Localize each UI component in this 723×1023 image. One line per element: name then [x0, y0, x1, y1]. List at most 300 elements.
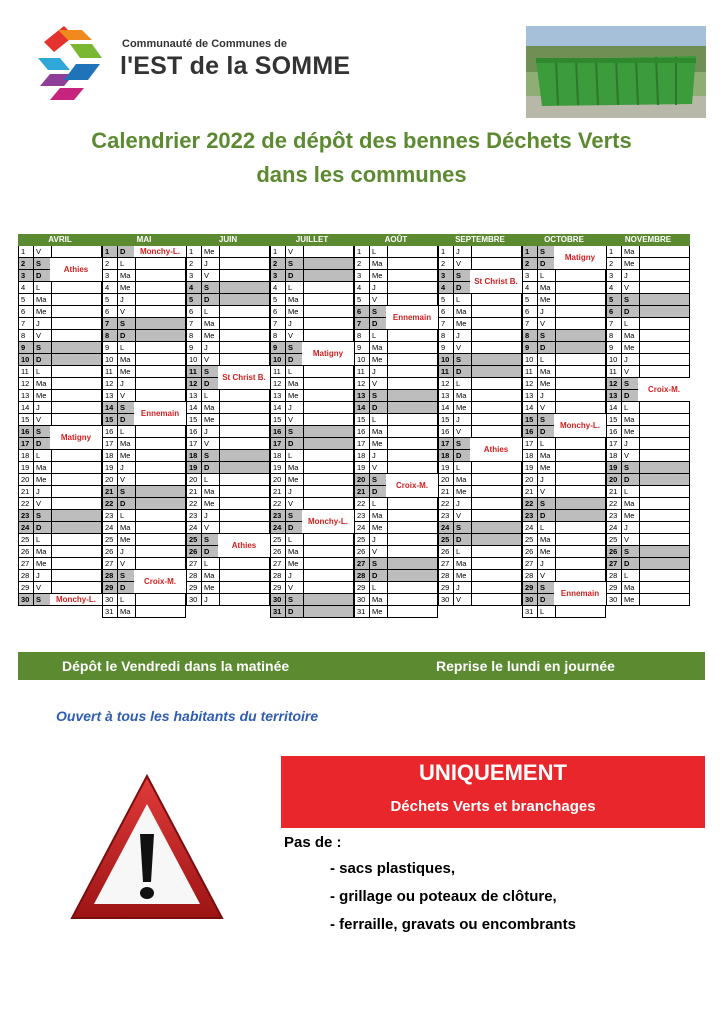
commune-label: Croix-M.	[386, 474, 438, 497]
day-number: 29	[357, 583, 366, 592]
day-letter: L	[204, 559, 209, 568]
day-number: 14	[273, 403, 282, 412]
header	[0, 0, 723, 120]
day-row	[186, 462, 270, 474]
day-number: 24	[525, 523, 534, 532]
day-number: 2	[609, 259, 614, 268]
day-letter: Me	[36, 307, 47, 316]
day-number: 2	[21, 259, 26, 268]
day-number: 3	[357, 271, 362, 280]
day-number: 26	[105, 547, 114, 556]
day-row	[438, 366, 522, 378]
day-letter: S	[36, 259, 42, 268]
day-number: 31	[525, 607, 534, 616]
day-row	[186, 414, 270, 426]
day-row	[270, 390, 354, 402]
day-letter: S	[540, 331, 546, 340]
day-number: 15	[21, 415, 30, 424]
day-row	[186, 594, 270, 606]
day-row	[270, 462, 354, 474]
day-number: 9	[525, 343, 530, 352]
day-row	[102, 438, 186, 450]
day-letter: J	[36, 319, 40, 328]
day-letter: S	[288, 343, 294, 352]
day-letter: D	[36, 355, 42, 364]
day-letter: S	[540, 247, 546, 256]
day-row	[186, 258, 270, 270]
day-number: 9	[357, 343, 362, 352]
day-row	[438, 402, 522, 414]
day-row	[186, 474, 270, 486]
day-row	[186, 510, 270, 522]
month-column	[522, 234, 606, 618]
day-row	[18, 390, 102, 402]
day-number: 18	[21, 451, 30, 460]
day-number: 7	[357, 319, 362, 328]
day-number: 18	[105, 451, 114, 460]
day-letter: J	[120, 547, 124, 556]
day-letter: V	[120, 307, 126, 316]
day-number: 2	[525, 259, 530, 268]
day-letter: L	[204, 391, 209, 400]
day-row	[522, 510, 606, 522]
day-letter: S	[204, 451, 210, 460]
day-letter: J	[204, 511, 208, 520]
day-letter: S	[540, 583, 546, 592]
day-row	[18, 474, 102, 486]
day-letter: L	[288, 535, 293, 544]
day-letter: L	[456, 463, 461, 472]
day-row	[354, 606, 438, 618]
day-number: 20	[357, 475, 366, 484]
commune-label: Matigny	[554, 246, 606, 269]
day-letter: D	[120, 415, 126, 424]
day-letter: V	[36, 583, 42, 592]
day-number: 12	[189, 379, 198, 388]
day-letter: J	[372, 535, 376, 544]
day-letter: J	[456, 415, 460, 424]
day-row	[270, 474, 354, 486]
day-number: 26	[273, 547, 282, 556]
day-row	[102, 498, 186, 510]
day-number: 15	[525, 415, 534, 424]
day-number: 30	[189, 595, 198, 604]
open-to-all-note: Ouvert à tous les habitants du territoire	[56, 708, 319, 724]
day-letter: V	[120, 391, 126, 400]
day-letter: J	[624, 355, 628, 364]
day-row	[102, 546, 186, 558]
day-number: 25	[525, 535, 534, 544]
day-row	[102, 534, 186, 546]
forbidden-item: - grillage ou poteaux de clôture,	[330, 888, 557, 905]
day-letter: V	[36, 331, 42, 340]
day-letter: S	[624, 295, 630, 304]
page-title	[0, 124, 723, 192]
day-number: 8	[441, 331, 446, 340]
day-number: 27	[525, 559, 534, 568]
day-number: 16	[273, 427, 282, 436]
day-number: 14	[189, 403, 198, 412]
day-number: 21	[609, 487, 618, 496]
day-number: 2	[105, 259, 110, 268]
day-number: 28	[105, 571, 114, 580]
day-number: 3	[21, 271, 26, 280]
day-number: 7	[21, 319, 26, 328]
day-letter: L	[288, 451, 293, 460]
day-number: 28	[525, 571, 534, 580]
day-number: 26	[609, 547, 618, 556]
day-number: 6	[525, 307, 530, 316]
day-number: 12	[441, 379, 450, 388]
day-number: 7	[525, 319, 530, 328]
day-number: 12	[105, 379, 114, 388]
day-letter: V	[456, 595, 462, 604]
day-row	[102, 450, 186, 462]
day-row	[102, 474, 186, 486]
month-header: JUIN	[186, 234, 270, 246]
day-letter: V	[36, 247, 42, 256]
day-letter: L	[120, 511, 125, 520]
commune-label: Monchy-L.	[50, 594, 102, 605]
day-row	[606, 510, 690, 522]
day-row	[270, 450, 354, 462]
day-row	[606, 522, 690, 534]
commune-label: Matigny	[302, 342, 354, 365]
day-letter: S	[456, 355, 462, 364]
day-number: 18	[273, 451, 282, 460]
day-number: 23	[609, 511, 618, 520]
day-row	[354, 366, 438, 378]
day-number: 10	[189, 355, 198, 364]
day-number: 16	[525, 427, 534, 436]
day-letter: S	[204, 535, 210, 544]
day-row	[18, 402, 102, 414]
day-row	[18, 366, 102, 378]
day-row	[102, 306, 186, 318]
day-row	[270, 282, 354, 294]
day-letter: J	[36, 403, 40, 412]
day-letter: S	[624, 463, 630, 472]
day-number: 25	[21, 535, 30, 544]
day-row	[102, 558, 186, 570]
day-letter: L	[120, 427, 125, 436]
day-row	[18, 282, 102, 294]
day-letter: Ma	[288, 463, 299, 472]
day-letter: Ma	[120, 607, 131, 616]
day-number: 21	[21, 487, 30, 496]
day-row	[102, 378, 186, 390]
warning-triangle-icon	[68, 772, 226, 922]
day-letter: V	[120, 475, 126, 484]
day-letter: J	[540, 307, 544, 316]
day-row	[102, 270, 186, 282]
day-row	[354, 594, 438, 606]
day-number: 31	[357, 607, 366, 616]
day-number: 20	[273, 475, 282, 484]
day-letter: V	[372, 379, 378, 388]
day-number: 11	[105, 367, 113, 376]
day-row	[18, 486, 102, 498]
day-number: 22	[609, 499, 618, 508]
day-number: 8	[273, 331, 278, 340]
day-number: 1	[609, 247, 614, 256]
day-letter: D	[204, 547, 210, 556]
day-letter: Ma	[120, 271, 131, 280]
day-letter: L	[372, 583, 377, 592]
day-letter: D	[120, 247, 126, 256]
day-row	[438, 594, 522, 606]
day-letter: Me	[204, 331, 215, 340]
day-row	[522, 354, 606, 366]
day-number: 9	[105, 343, 110, 352]
day-row	[522, 546, 606, 558]
day-letter: V	[204, 271, 210, 280]
day-letter: Me	[540, 295, 551, 304]
day-letter: Ma	[288, 547, 299, 556]
day-number: 10	[525, 355, 534, 364]
day-letter: Ma	[120, 439, 131, 448]
day-row	[186, 294, 270, 306]
day-letter: J	[204, 343, 208, 352]
day-number: 24	[609, 523, 618, 532]
day-number: 30	[525, 595, 534, 604]
day-number: 13	[21, 391, 30, 400]
commune-label: St Christ B.	[470, 270, 522, 293]
day-letter: Ma	[372, 511, 383, 520]
day-letter: V	[372, 463, 378, 472]
organization-name-line1: Communauté de Communes de	[122, 38, 288, 50]
day-letter: V	[624, 367, 630, 376]
day-letter: S	[120, 403, 126, 412]
day-row	[354, 462, 438, 474]
day-row	[522, 462, 606, 474]
day-letter: V	[288, 247, 294, 256]
day-letter: Ma	[36, 379, 47, 388]
day-number: 1	[105, 247, 110, 256]
day-row	[438, 510, 522, 522]
day-number: 10	[357, 355, 366, 364]
day-letter: D	[540, 595, 546, 604]
day-number: 5	[525, 295, 530, 304]
day-letter: Me	[372, 523, 383, 532]
day-letter: Ma	[372, 259, 383, 268]
day-letter: V	[540, 319, 546, 328]
day-number: 31	[105, 607, 114, 616]
day-number: 3	[189, 271, 194, 280]
day-row	[606, 318, 690, 330]
day-row	[354, 558, 438, 570]
day-letter: L	[456, 547, 461, 556]
day-row	[270, 426, 354, 438]
day-row	[354, 534, 438, 546]
day-letter: J	[288, 319, 292, 328]
commune-label: Ennemain	[554, 582, 606, 605]
day-letter: L	[120, 595, 125, 604]
day-letter: S	[204, 283, 210, 292]
month-header: SEPTEMBRE	[438, 234, 522, 246]
day-row	[438, 486, 522, 498]
day-row	[438, 294, 522, 306]
day-number: 25	[189, 535, 198, 544]
day-number: 13	[357, 391, 366, 400]
day-letter: Ma	[456, 475, 467, 484]
day-number: 18	[357, 451, 366, 460]
commune-label: Athies	[50, 258, 102, 281]
commune-label: Athies	[218, 534, 270, 557]
day-number: 6	[189, 307, 194, 316]
day-letter: J	[204, 259, 208, 268]
day-letter: Ma	[624, 499, 635, 508]
day-number: 20	[189, 475, 198, 484]
day-letter: V	[204, 523, 210, 532]
day-number: 23	[105, 511, 114, 520]
day-row	[102, 330, 186, 342]
day-letter: Ma	[624, 331, 635, 340]
day-letter: L	[372, 415, 377, 424]
day-number: 30	[441, 595, 450, 604]
day-number: 17	[441, 439, 450, 448]
day-number: 28	[21, 571, 30, 580]
day-number: 22	[105, 499, 114, 508]
day-letter: D	[456, 283, 462, 292]
day-letter: Ma	[204, 571, 215, 580]
day-letter: Ma	[456, 307, 467, 316]
day-row	[18, 510, 102, 522]
day-number: 30	[105, 595, 114, 604]
dumpster-photo	[526, 26, 706, 118]
day-number: 19	[189, 463, 198, 472]
day-letter: S	[36, 511, 42, 520]
month-column	[102, 234, 186, 618]
day-letter: J	[204, 595, 208, 604]
day-row	[522, 450, 606, 462]
day-letter: L	[204, 475, 209, 484]
day-letter: Ma	[540, 367, 551, 376]
day-number: 12	[357, 379, 366, 388]
day-letter: S	[288, 259, 294, 268]
day-letter: Me	[372, 271, 383, 280]
day-row	[270, 414, 354, 426]
day-row	[270, 378, 354, 390]
day-number: 20	[105, 475, 114, 484]
day-number: 14	[105, 403, 114, 412]
month-header: NOVEMBRE	[606, 234, 690, 246]
day-letter: L	[372, 499, 377, 508]
day-row	[102, 258, 186, 270]
day-letter: D	[456, 535, 462, 544]
day-number: 10	[21, 355, 30, 364]
day-row	[18, 534, 102, 546]
day-number: 11	[525, 367, 533, 376]
day-number: 19	[273, 463, 282, 472]
day-number: 27	[609, 559, 618, 568]
day-letter: S	[372, 391, 378, 400]
day-row	[522, 330, 606, 342]
day-row	[606, 498, 690, 510]
day-number: 5	[357, 295, 362, 304]
month-column	[438, 234, 522, 606]
day-row	[186, 318, 270, 330]
day-number: 22	[525, 499, 534, 508]
day-row	[18, 342, 102, 354]
day-letter: S	[372, 307, 378, 316]
day-letter: Me	[204, 499, 215, 508]
day-number: 14	[525, 403, 534, 412]
day-letter: V	[624, 451, 630, 460]
day-number: 11	[441, 367, 449, 376]
day-number: 8	[21, 331, 26, 340]
day-number: 11	[21, 367, 29, 376]
day-row	[522, 534, 606, 546]
day-number: 1	[21, 247, 26, 256]
day-letter: Ma	[456, 391, 467, 400]
day-letter: J	[624, 439, 628, 448]
day-row	[270, 294, 354, 306]
day-row	[102, 318, 186, 330]
day-letter: Me	[204, 583, 215, 592]
day-letter: L	[36, 367, 41, 376]
deposit-text: Dépôt le Vendredi dans la matinée	[62, 658, 290, 674]
day-row	[186, 450, 270, 462]
title-line2: dans les communes	[256, 162, 467, 187]
day-letter: J	[456, 583, 460, 592]
day-letter: D	[624, 391, 630, 400]
month-header: AVRIL	[18, 234, 102, 246]
day-row	[186, 558, 270, 570]
day-number: 7	[609, 319, 614, 328]
day-number: 6	[105, 307, 110, 316]
day-row	[606, 342, 690, 354]
day-number: 15	[105, 415, 114, 424]
forbidden-heading: Pas de :	[284, 834, 342, 851]
day-row	[186, 330, 270, 342]
day-row	[438, 414, 522, 426]
commune-label: Monchy-L.	[134, 246, 186, 257]
day-row	[606, 306, 690, 318]
day-letter: J	[288, 403, 292, 412]
day-number: 6	[273, 307, 278, 316]
day-row	[438, 246, 522, 258]
day-row	[186, 402, 270, 414]
day-number: 7	[273, 319, 278, 328]
day-letter: V	[540, 571, 546, 580]
day-number: 21	[357, 487, 366, 496]
day-row	[18, 570, 102, 582]
day-letter: L	[624, 487, 629, 496]
day-row	[354, 414, 438, 426]
day-row	[522, 318, 606, 330]
day-letter: D	[372, 319, 378, 328]
day-letter: Me	[540, 379, 551, 388]
day-number: 13	[525, 391, 534, 400]
commune-label: Monchy-L.	[302, 510, 354, 533]
day-letter: J	[456, 247, 460, 256]
day-letter: Me	[120, 535, 131, 544]
day-letter: L	[288, 367, 293, 376]
day-number: 27	[357, 559, 366, 568]
day-row	[606, 366, 690, 378]
day-letter: Ma	[372, 595, 383, 604]
day-row	[354, 582, 438, 594]
day-row	[522, 390, 606, 402]
day-letter: Ma	[120, 355, 131, 364]
day-letter: D	[540, 343, 546, 352]
day-row	[18, 246, 102, 258]
day-row	[354, 546, 438, 558]
day-letter: S	[204, 367, 210, 376]
day-letter: V	[372, 295, 378, 304]
day-number: 17	[189, 439, 198, 448]
